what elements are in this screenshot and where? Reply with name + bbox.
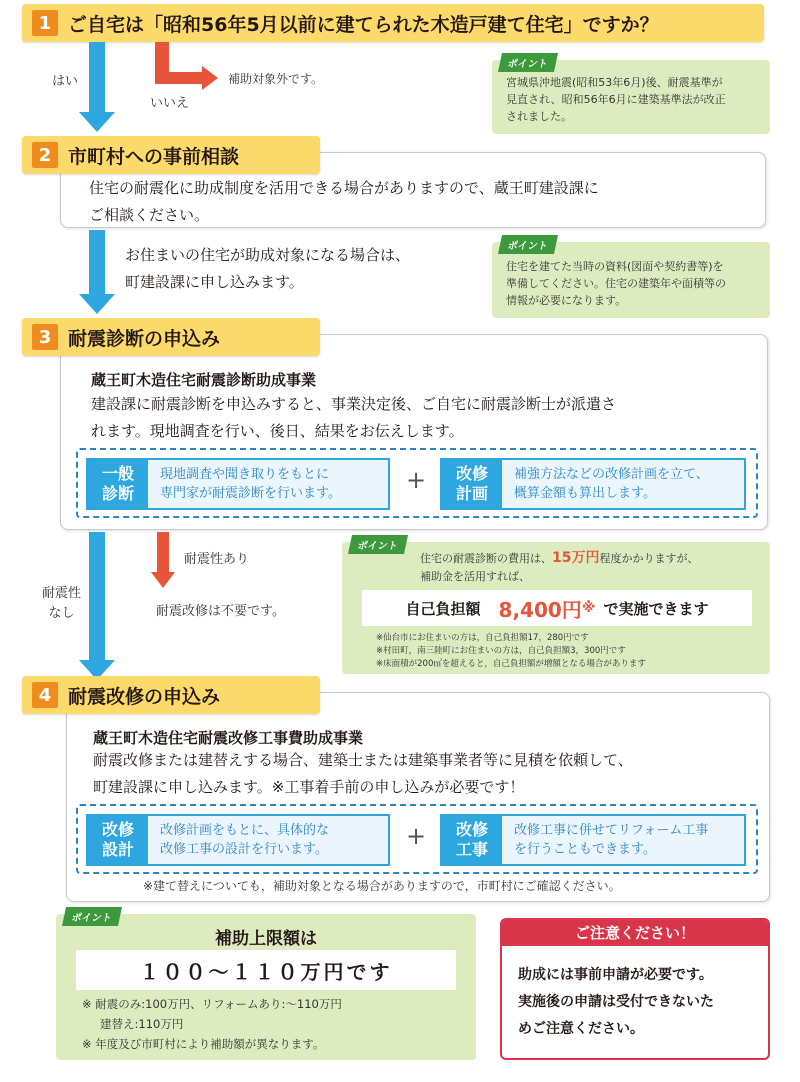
point-box-3: ポイント 住宅の耐震診断の費用は、15万円程度かかりますが、 補助金を活用すれば、 自己負担額 8,400円 ※ で実施できます ※仙台市にお住まいの方は，自己負担額17，280円です ※村田町，南三陸町にお住まいの方は，自己負担額3，300円です ※床面積が200㎡を超えると，自己負担額が増額となる場合があります <box>342 542 770 674</box>
cost-note: ※床面積が200㎡を超えると，自己負担額が増額となる場合があります <box>376 659 646 669</box>
cost-value: 8,400円 <box>498 597 582 622</box>
plus-sign: + <box>406 466 427 494</box>
subsidy-limit-box <box>56 914 476 1060</box>
warning-box <box>500 918 770 1060</box>
cost-note: ※村田町，南三陸町にお住まいの方は，自己負担額3，300円です <box>376 646 626 656</box>
no-arrow-horizontal <box>155 72 203 84</box>
repair-design-box <box>86 814 390 866</box>
point1-line: 宮城県沖地震(昭和53年6月)後、耐震基準が <box>506 76 723 89</box>
point1-line: 見直され、昭和56年6月に建築基準法が改正 <box>506 93 726 106</box>
step4-note: ※建て替えについても，補助対象となる場合がありますので，市町村にご確認ください。 <box>143 879 621 893</box>
cost-subsidy-line: 補助金を活用すれば、 <box>420 570 530 583</box>
yes-label: はい <box>52 74 79 89</box>
cost-label: 自己負担額 <box>405 599 481 618</box>
cost-suffix: で実施できます <box>603 599 709 618</box>
repair-plan-box <box>440 458 746 510</box>
step2-title: 市町村への事前相談 <box>68 145 240 168</box>
limit-detail: 建替え:110万円 <box>100 1017 184 1031</box>
plus-sign: + <box>406 822 427 850</box>
step2-arrow <box>89 230 105 296</box>
limit-amount-frame <box>76 950 456 990</box>
step4-program: 蔵王町木造住宅耐震改修工事費助成事業 <box>93 729 364 747</box>
point-box-1 <box>492 60 770 134</box>
repair-plan-desc: 概算金額も算出します。 <box>514 486 656 501</box>
warning-line: めご注意ください。 <box>518 1021 644 1037</box>
step4-header <box>22 676 320 714</box>
point2-line: 住宅を建てた当時の資料(図面や契約書等)を <box>506 260 724 273</box>
step1-title: ご自宅は「昭和56年5月以前に建てられた木造戸建て住宅」ですか？ <box>68 13 659 36</box>
cost-highlight <box>362 590 752 626</box>
step4-number: 4 <box>32 682 58 708</box>
cost-note: ※仙台市にお住まいの方は，自己負担額17，280円です <box>376 633 589 643</box>
step1-number: 1 <box>32 10 58 36</box>
yes-arrow <box>89 42 105 114</box>
limit-detail: ※ 年度及び市町村により補助額が異なります。 <box>82 1037 325 1051</box>
step2-arrow-head <box>79 294 115 314</box>
step3-line: れます。現地調査を行い、後日、結果をお伝えします。 <box>91 422 464 440</box>
general-diagnosis-desc: 現地調査や聞き取りをもとに <box>160 467 330 482</box>
step3-line: 建設課に耐震診断を申込みすると、事業決定後、ご自宅に耐震診断士が派遣さ <box>91 395 617 413</box>
step4-title: 耐震改修の申込み <box>68 685 221 708</box>
step2-header <box>22 136 320 174</box>
repair-work-desc: を行うこともできます。 <box>514 842 656 857</box>
warning-line: 実施後の申請は受付できないた <box>518 994 714 1010</box>
step1-header <box>22 4 764 42</box>
repair-work-label: 改修 工事 <box>442 816 502 864</box>
repair-work-box <box>440 814 746 866</box>
repair-design-label: 改修 設計 <box>88 816 148 864</box>
general-diagnosis-desc: 専門家が耐震診断を行います。 <box>160 486 341 501</box>
cost-intro: 住宅の耐震診断の費用は、 <box>420 552 552 565</box>
warning-line: 助成には事前申請が必要です。 <box>518 967 713 983</box>
point-tag-1: ポイント <box>498 53 558 72</box>
no-label: いいえ <box>150 96 190 111</box>
cost-amount: 15万円 <box>552 550 600 566</box>
step3-title: 耐震診断の申込み <box>68 327 221 350</box>
safe-result: 耐震改修は不要です。 <box>156 604 285 619</box>
point-box-2 <box>492 242 770 318</box>
point1-line: されました。 <box>506 110 572 123</box>
point-tag-2: ポイント <box>498 235 558 254</box>
limit-detail: ※ 耐震のみ:100万円、リフォームあり:～110万円 <box>82 997 342 1011</box>
repair-plan-label: 改修 計画 <box>442 460 502 508</box>
warning-title: ご注意ください！ <box>502 920 768 946</box>
limit-title: 補助上限額は <box>215 929 317 949</box>
arrow2-line: 町建設課に申し込みます。 <box>125 273 304 291</box>
point2-line: 準備してください。住宅の建築年や面積等の <box>506 277 726 290</box>
step3-arrow <box>89 532 105 662</box>
step4-line: 耐震改修または建替えする場合、建築士または建築事業者等に見積を依頼して、 <box>93 751 633 769</box>
safe-label: 耐震性あり <box>184 552 250 567</box>
general-diagnosis-box <box>86 458 390 510</box>
arrow2-line: お住まいの住宅が助成対象になる場合は、 <box>125 246 411 264</box>
safe-arrow <box>157 532 169 574</box>
no-arrow-head <box>202 66 218 90</box>
yes-arrow-head <box>79 112 115 132</box>
repair-design-desc: 改修計画をもとに、具体的な <box>160 823 330 838</box>
step3-header <box>22 318 320 356</box>
step3-program: 蔵王町木造住宅耐震診断助成事業 <box>91 371 317 389</box>
step2-line: 住宅の耐震化に助成制度を活用できる場合がありますので、蔵王町建設課に <box>89 179 599 197</box>
step3-number: 3 <box>32 324 58 350</box>
step4-line: 町建設課に申し込みます。※工事着手前の申し込みが必要です！ <box>93 778 525 796</box>
repair-work-desc: 改修工事に併せてリフォーム工事 <box>514 823 709 838</box>
general-diagnosis-label: 一般 診断 <box>88 460 148 508</box>
point-tag-4: ポイント <box>62 907 122 926</box>
step2-number: 2 <box>32 142 58 168</box>
limit-amount: １００～１１０万円です <box>139 959 393 984</box>
point2-line: 情報が必要になります。 <box>506 294 627 307</box>
repair-plan-desc: 補強方法などの改修計画を立て、 <box>514 467 709 482</box>
cost-mark: ※ <box>581 600 596 616</box>
repair-design-desc: 改修工事の設計を行います。 <box>160 842 328 857</box>
unsafe-label: 耐震性 なし <box>42 586 82 621</box>
no-result: 補助対象外です。 <box>228 72 324 86</box>
point-tag-3: ポイント <box>348 535 408 554</box>
safe-arrow-head <box>151 572 175 588</box>
step2-line: ご相談ください。 <box>89 206 210 224</box>
